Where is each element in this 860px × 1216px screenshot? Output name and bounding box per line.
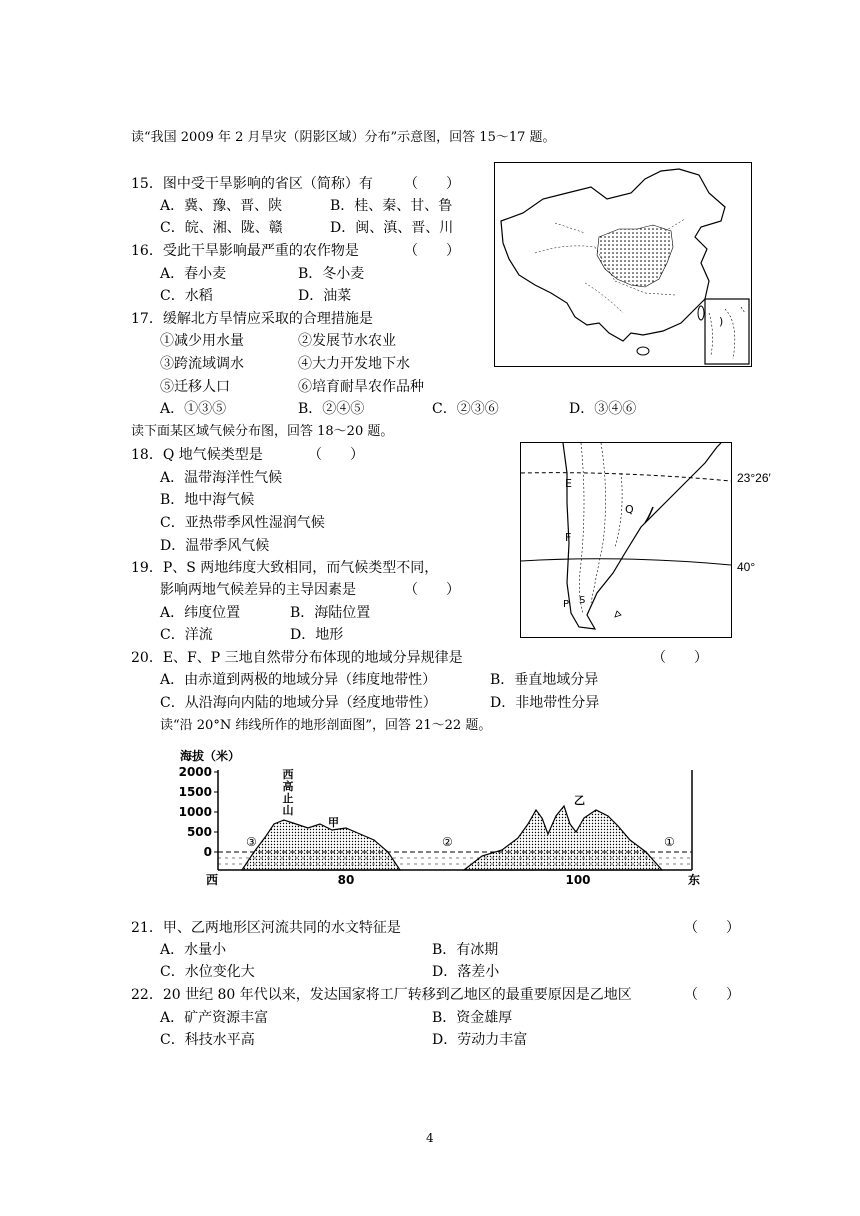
- latitude-40-label: 40°: [737, 560, 756, 574]
- map-label-e: E: [565, 477, 572, 490]
- xtick-100: 100: [565, 873, 591, 887]
- sea-label-3: ③: [246, 835, 257, 849]
- south-america-map-drawing: [521, 443, 731, 637]
- continent-outline: [563, 443, 721, 629]
- q19-option-d: D．地形: [290, 627, 344, 643]
- china-map-drawing: [495, 163, 751, 366]
- xtick-80: 80: [337, 873, 355, 887]
- q21-option-d: D．落差小: [432, 964, 500, 980]
- tropic-line: [521, 473, 731, 481]
- western-highland: [242, 820, 400, 870]
- q22-option-c: C．科技水平高: [160, 1032, 255, 1048]
- q20-stem: 20．E、F、P 三地自然带分布体现的地域分异规律是: [131, 650, 463, 666]
- q17-measure-2: ②发展节水农业: [298, 333, 396, 349]
- q19-option-a: A．纬度位置: [160, 605, 241, 621]
- q16-option-a: A．春小麦: [160, 266, 227, 282]
- taiwan-island: [698, 306, 704, 320]
- q19-stem-line1: 19．P、S 两地纬度大致相同，而气候类型不同，: [131, 560, 439, 576]
- q17-option-d: D．③④⑥: [569, 401, 637, 417]
- q19-stem-line2: 影响两地气候差异的主导因素是: [160, 582, 356, 598]
- q17-measure-1: ①减少用水量: [160, 333, 244, 349]
- q17-measure-3: ③跨流域调水: [160, 356, 244, 372]
- intro-21-22: 读“沿 20°N 纬线所作的地形剖面图”，回答 21～22 题。: [160, 718, 492, 733]
- q15-option-d: D．闽、滇、晋、川: [330, 220, 454, 236]
- q17-measure-6: ⑥培育耐旱农作品种: [298, 379, 424, 395]
- q18-answer-blank: （ ）: [308, 447, 364, 463]
- region-label-yi: 乙: [574, 794, 585, 807]
- map-label-q: Q: [625, 503, 634, 516]
- q21-option-c: C．水位变化大: [160, 964, 255, 980]
- china-drought-map: [494, 162, 752, 367]
- mountain-label-char2: 高: [282, 780, 294, 793]
- map-label-s: S: [579, 595, 586, 606]
- q21-stem: 21．甲、乙两地形区河流共同的水文特征是: [131, 920, 401, 936]
- sea-label-2: ②: [442, 835, 453, 849]
- mountain-label-char1: 西: [282, 768, 294, 781]
- q17-stem: 17．缓解北方旱情应采取的合理措施是: [131, 311, 373, 327]
- q15-option-b: B．桂、秦、甘、鲁: [330, 198, 453, 214]
- q18-stem: 18．Q 地气候类型是: [131, 447, 263, 463]
- direction-west: 西: [206, 873, 219, 887]
- q16-answer-blank: （ ）: [404, 243, 460, 259]
- ytick-0: 0: [203, 845, 212, 859]
- q17-option-b: B．②④⑤: [298, 401, 365, 417]
- q22-option-d: D．劳动力丰富: [432, 1032, 528, 1048]
- sea-label-1: ①: [664, 835, 675, 849]
- q20-option-c: C．从沿海向内陆的地域分异（经度地带性）: [160, 695, 437, 711]
- q22-option-a: A．矿产资源丰富: [160, 1010, 269, 1026]
- q22-stem: 22．20 世纪 80 年代以来，发达国家将工厂转移到乙地区的最重要原因是乙地区: [131, 987, 632, 1003]
- q17-option-c: C．②③⑥: [432, 401, 499, 417]
- map-label-f: F: [565, 531, 572, 544]
- q18-option-a: A．温带海洋性气候: [160, 470, 283, 486]
- q19-answer-blank: （ ）: [404, 582, 460, 598]
- q18-option-b: B．地中海气候: [160, 492, 255, 508]
- mountain-label-char4: 山: [282, 804, 294, 817]
- profile-ylabel: 海拔（米）: [180, 749, 241, 763]
- q20-option-b: B．垂直地域分异: [490, 672, 599, 688]
- q19-option-c: C．洋流: [160, 627, 213, 643]
- ytick-2000: 2000: [178, 765, 212, 779]
- q17-option-a: A．①③⑤: [160, 401, 227, 417]
- ytick-1000: 1000: [178, 805, 212, 819]
- mountain-label-char3: 止: [282, 792, 294, 805]
- drought-area: [597, 225, 673, 287]
- south-china-sea-inset: [705, 299, 749, 364]
- map-label-p: P: [563, 599, 570, 610]
- intro-18-20: 读下面某区域气候分布图，回答 18～20 题。: [131, 424, 394, 439]
- q20-option-a: A．由赤道到两极的地域分异（纬度地带性）: [160, 672, 437, 688]
- q19-option-b: B．海陆位置: [290, 605, 371, 621]
- q15-answer-blank: （ ）: [404, 176, 460, 192]
- q15-stem: 15．图中受干旱影响的省区（简称）有: [131, 176, 373, 192]
- q22-option-b: B．资金雄厚: [432, 1010, 513, 1026]
- q18-option-c: C．亚热带季风性湿润气候: [160, 515, 325, 531]
- q17-measure-4: ④大力开发地下水: [298, 356, 410, 372]
- q16-option-b: B．冬小麦: [298, 266, 365, 282]
- south-america-climate-map: [520, 442, 732, 638]
- region-label-jia: 甲: [328, 816, 339, 829]
- q20-option-d: D．非地带性分异: [490, 695, 600, 711]
- ytick-500: 500: [186, 825, 212, 839]
- latitude-40-line: [521, 559, 731, 565]
- q16-option-d: D．油菜: [298, 288, 352, 304]
- q21-option-b: B．有冰期: [432, 942, 499, 958]
- q21-option-a: A．水量小: [160, 942, 227, 958]
- q15-option-c: C．皖、湘、陇、赣: [160, 220, 283, 236]
- terrain-profile-chart: [150, 744, 710, 890]
- page-number: 4: [426, 1131, 434, 1145]
- q18-option-d: D．温带季风气候: [160, 538, 270, 554]
- q21-answer-blank: （ ）: [684, 920, 740, 936]
- q15-option-a: A．冀、豫、晋、陕: [160, 198, 283, 214]
- q22-answer-blank: （ ）: [684, 987, 740, 1003]
- intro-15-17: 读“我国 2009 年 2 月旱灾（阴影区域）分布”示意图，回答 15～17 题。: [131, 130, 556, 145]
- q20-answer-blank: （ ）: [652, 650, 708, 666]
- ytick-1500: 1500: [178, 785, 212, 799]
- hainan-island: [637, 347, 649, 355]
- tropic-label: 23°26′: [737, 471, 771, 485]
- q16-stem: 16．受此干旱影响最严重的农作物是: [131, 243, 359, 259]
- eastern-highland: [464, 806, 662, 870]
- q17-measure-5: ⑤迁移人口: [160, 379, 230, 395]
- q16-option-c: C．水稻: [160, 288, 213, 304]
- svg-text:): ): [719, 315, 724, 328]
- direction-east: 东: [688, 873, 701, 887]
